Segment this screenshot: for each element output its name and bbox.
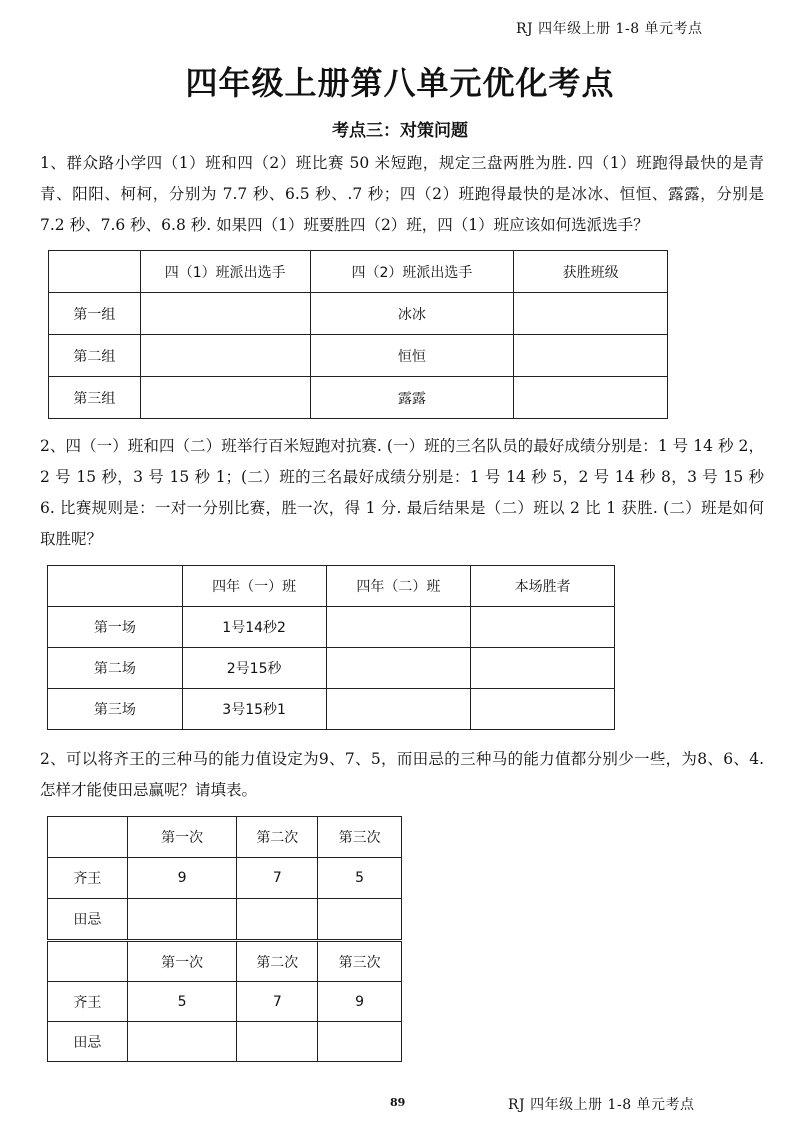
table-header-cell: 获胜班级 [514, 251, 668, 293]
page-title: 四年级上册第八单元优化考点 [185, 64, 615, 102]
table-cell [140, 377, 310, 419]
table-cell: 1号14秒2 [182, 607, 326, 648]
table-cell: 第二场 [48, 648, 183, 689]
table-cell [326, 607, 471, 648]
table-cell: 2号15秒 [182, 648, 326, 689]
table-cell: 9 [127, 858, 237, 899]
table-cell: 齐王 [48, 858, 128, 899]
table-row [48, 648, 615, 689]
table-cell: 7 [237, 982, 318, 1022]
table-cell: 冰冰 [310, 293, 514, 335]
table-header-cell: 第三次 [318, 942, 402, 982]
table-header-cell: 四（1）班派出选手 [140, 251, 310, 293]
table-cell: 5 [318, 858, 402, 899]
table-header-cell: 第一次 [127, 942, 237, 982]
table-row [48, 1022, 402, 1062]
table-row [49, 293, 668, 335]
table-cell [318, 1022, 402, 1062]
table-header-row [48, 942, 402, 982]
table-cell [326, 689, 471, 730]
table-cell [514, 377, 668, 419]
table-header-cell: 四年（一）班 [182, 566, 326, 607]
question-3-text: 2、可以将齐王的三种马的能力值设定为9、7、5，而田忌的三种马的能力值都分别少一些，为8、6、4. 怎样才能使田忌赢呢？请填表。 [40, 750, 764, 799]
table-header-row [48, 566, 615, 607]
table-cell [127, 1022, 237, 1062]
table-cell [318, 899, 402, 940]
table-row [48, 858, 402, 899]
table-row [49, 335, 668, 377]
page-number: 89 [390, 1096, 406, 1109]
table-row [48, 982, 402, 1022]
table-cell [471, 607, 615, 648]
table-row [49, 377, 668, 419]
table-header-cell [49, 251, 141, 293]
table-header-cell: 四（2）班派出选手 [310, 251, 514, 293]
question-2-text: 2、四（一）班和四（二）班举行百米短跑对抗赛. (一）班的三名队员的最好成绩分别是：1 号 14 秒 2，2 号 15 秒，3 号 15 秒 1；(二）班的三名最好成绩分别是：1 号 14 秒 5，2 号 14 秒 8，3 号 15 秒 6. 比赛规则是：一对一分别比赛，胜一次，得 1 分. 最后结果是（二）班以 2 比 1 获胜. (二）班是如何取胜呢？ [40, 437, 764, 548]
table-cell [471, 648, 615, 689]
table-header-cell: 四年（二）班 [326, 566, 471, 607]
table-cell: 第二组 [49, 335, 141, 377]
table-header-cell: 第一次 [127, 817, 237, 858]
table-row [48, 899, 402, 940]
table-cell: 9 [318, 982, 402, 1022]
footer-note: RJ 四年级上册 1-8 单元考点 [508, 1097, 695, 1113]
question-3-table-b [47, 941, 402, 1062]
table-header-cell [48, 817, 128, 858]
header-note: RJ 四年级上册 1-8 单元考点 [516, 21, 703, 37]
table-cell [140, 293, 310, 335]
table-cell [237, 1022, 318, 1062]
table-cell [237, 899, 318, 940]
table-header-cell: 第三次 [318, 817, 402, 858]
table-cell: 7 [237, 858, 318, 899]
table-header-cell [48, 566, 183, 607]
table-header-row [48, 817, 402, 858]
table-cell: 第一场 [48, 607, 183, 648]
table-cell: 露露 [310, 377, 514, 419]
table-row [48, 689, 615, 730]
table-cell [326, 648, 471, 689]
table-cell: 5 [127, 982, 237, 1022]
table-cell: 3号15秒1 [182, 689, 326, 730]
table-cell: 田忌 [48, 1022, 128, 1062]
table-cell: 恒恒 [310, 335, 514, 377]
table-cell: 齐王 [48, 982, 128, 1022]
table-cell [514, 335, 668, 377]
table-cell: 田忌 [48, 899, 128, 940]
table-header-cell: 第二次 [237, 942, 318, 982]
table-cell: 第一组 [49, 293, 141, 335]
table-header-cell: 本场胜者 [471, 566, 615, 607]
table-cell [127, 899, 237, 940]
table-row [48, 607, 615, 648]
section-subtitle: 考点三：对策问题 [332, 121, 468, 141]
table-cell: 第三场 [48, 689, 183, 730]
question-3-table-a [47, 816, 402, 940]
question-2-table [47, 565, 615, 730]
table-header-row [49, 251, 668, 293]
question-1-text: 1、群众路小学四（1）班和四（2）班比赛 50 米短跑，规定三盘两胜为胜. 四（1）班跑得最快的是青青、阳阳、柯柯，分别为 7.7 秒、6.5 秒、.7 秒；四（2）班跑得最快的是冰冰、恒恒、露露，分别是 7.2 秒、7.6 秒、6.8 秒. 如果四（1）班要胜四（2）班，四（1）班应该如何选派选手？ [40, 154, 764, 234]
table-cell [471, 689, 615, 730]
question-1-table [48, 250, 668, 419]
table-cell [514, 293, 668, 335]
table-cell: 第三组 [49, 377, 141, 419]
table-header-cell: 第二次 [237, 817, 318, 858]
table-cell [140, 335, 310, 377]
table-header-cell [48, 942, 128, 982]
